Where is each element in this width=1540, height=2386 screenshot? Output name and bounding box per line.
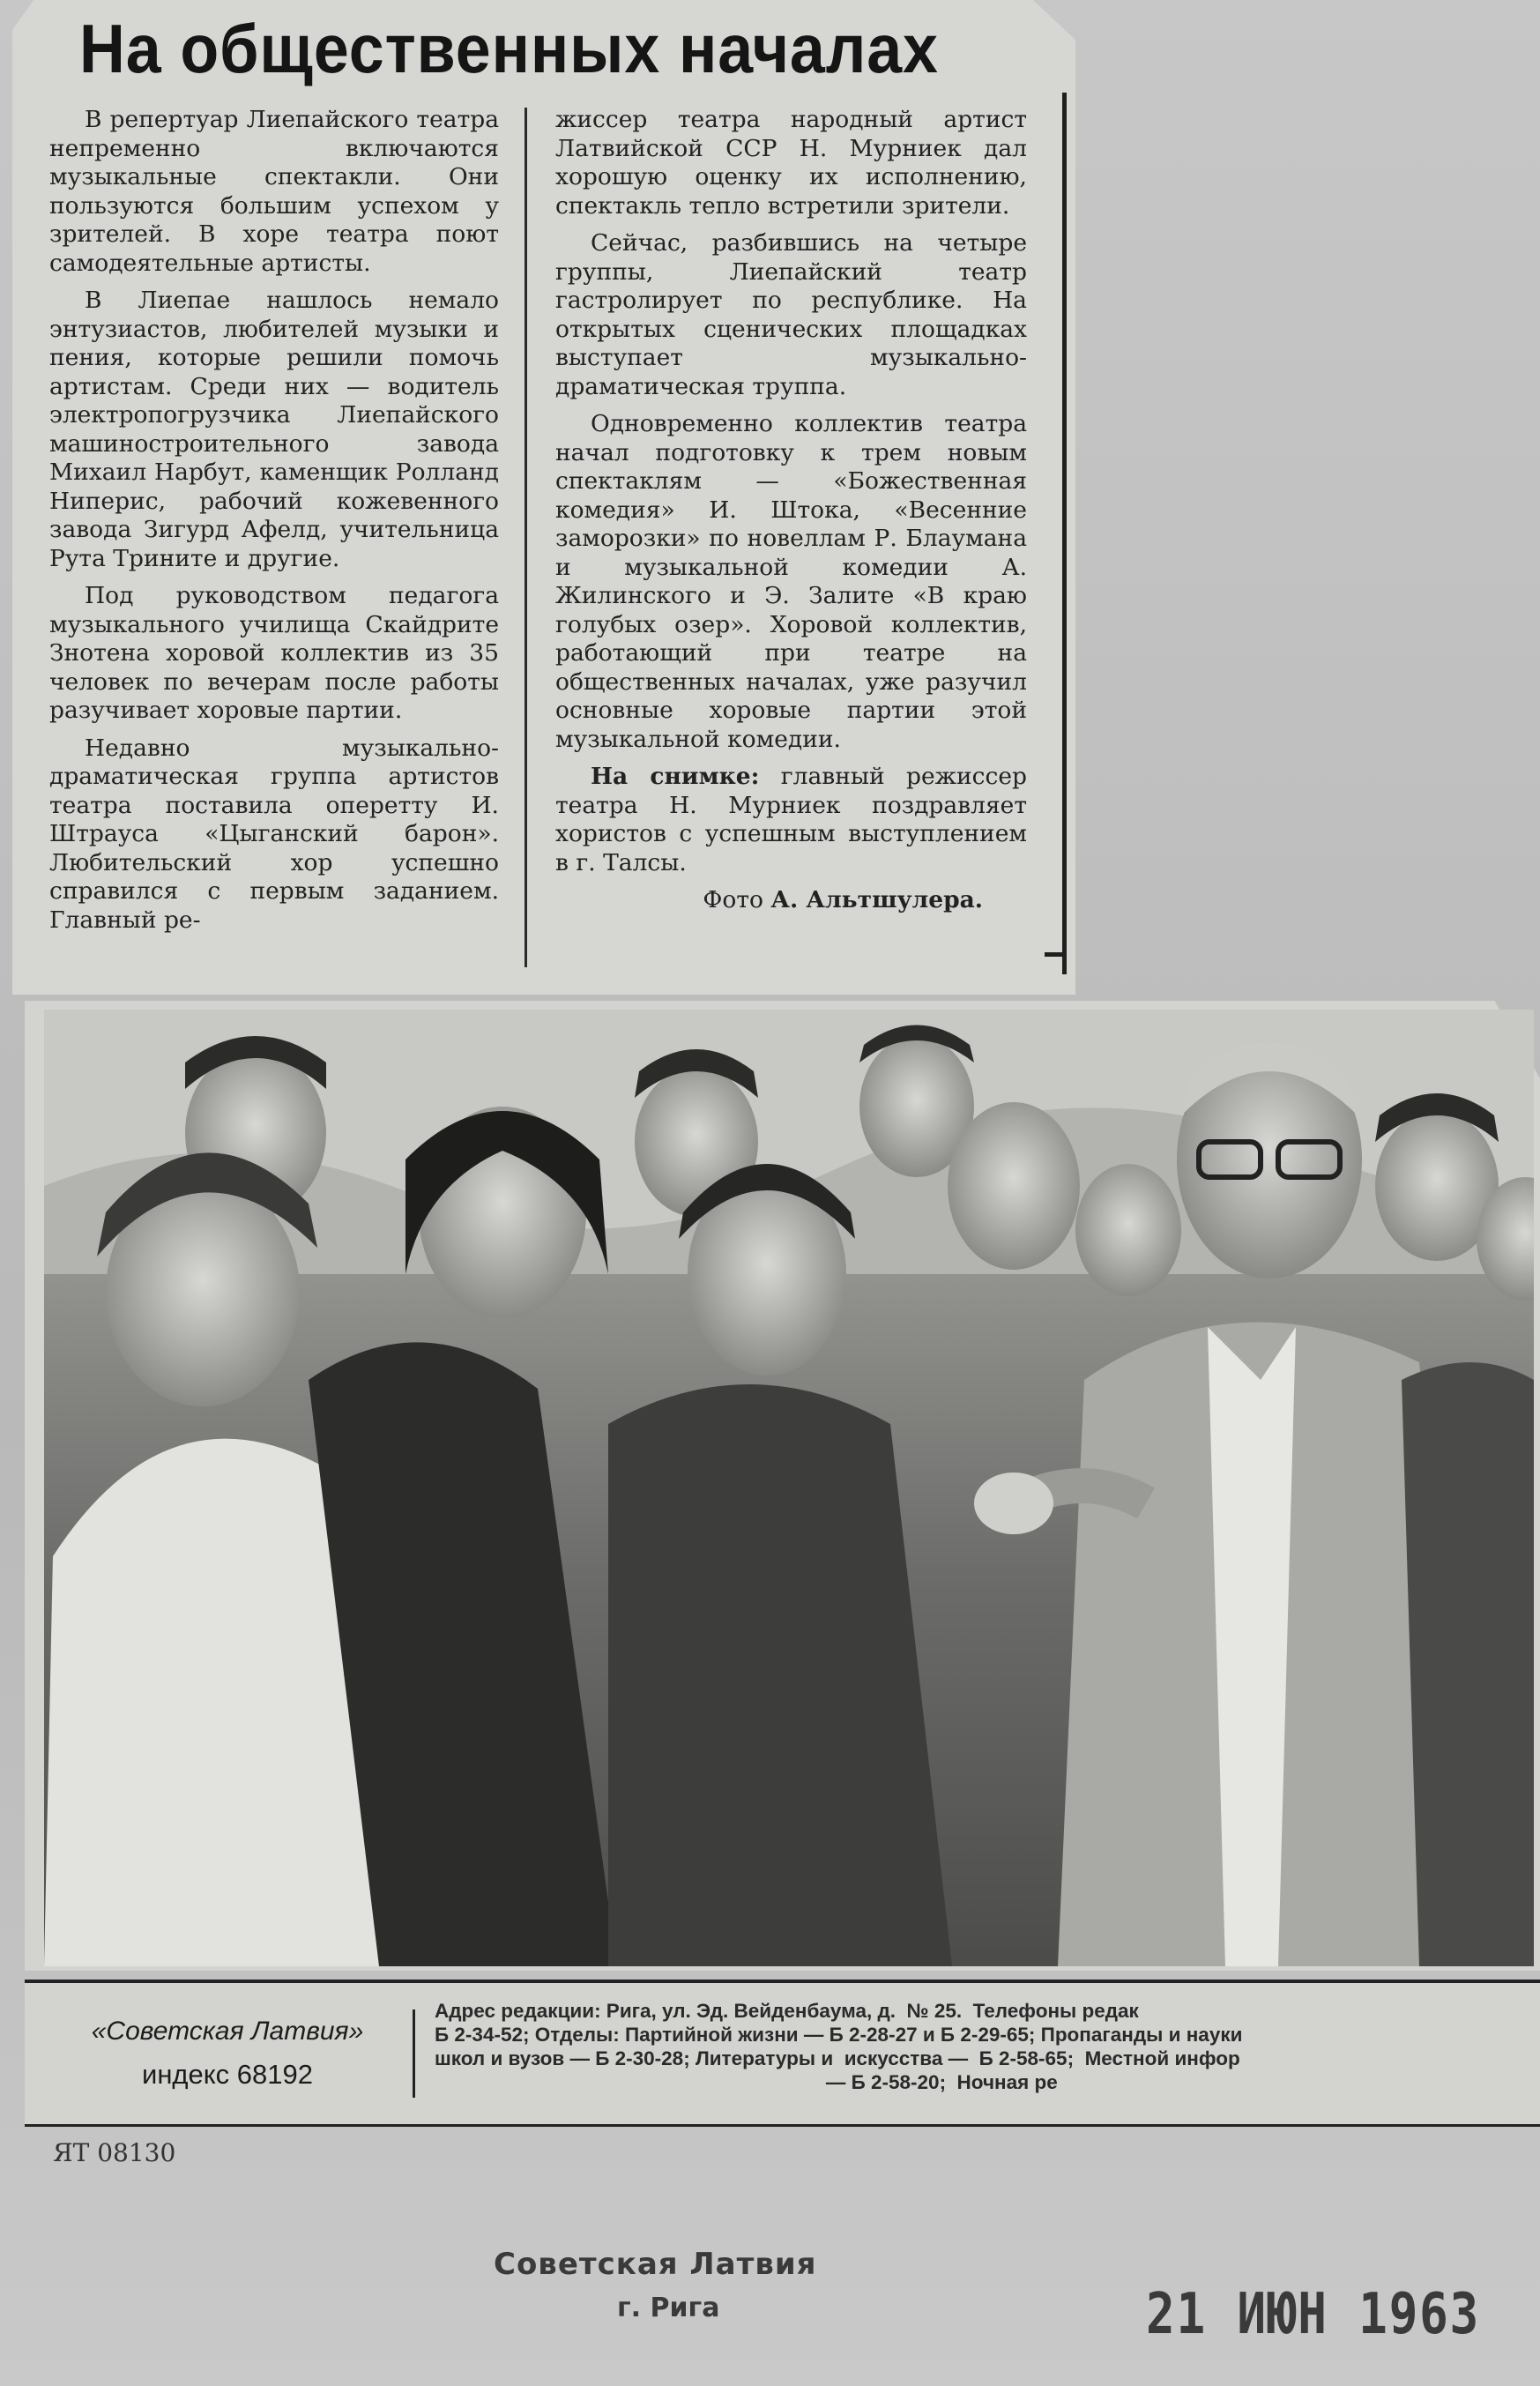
article-column-left xyxy=(49,106,499,943)
newspaper-photograph xyxy=(44,1010,1534,1966)
article-paragraph: В репертуар Лиепайского театра непременно включаются музыкальные спектакли. Они пользуются большим успехом у зрителей. В хоре театра поют самодеятельные артисты. xyxy=(49,106,499,277)
article-headline: На общественных началах xyxy=(79,10,939,87)
article-paragraph: Под руководством педагога музыкального училища Скайдрите Знотена хоровой коллектив из 35 человек по вечерам после работы разучивает хоровые партии. xyxy=(49,582,499,724)
caption-label: На снимке: xyxy=(591,763,760,790)
article-paragraph: В Лиепае нашлось немало энтузиастов, любителей музыки и пения, которые решили помочь артистам. Среди них — водитель электропогрузчика Лиепайского машиностроительного завода Михаил Нарбут, каменщик Ролланд Ниперис, рабочий кожевенного завода Зигурд Афелд, учительница Рута Трините и другие. xyxy=(49,287,499,572)
newspaper-masthead xyxy=(25,1980,1540,2127)
address-line: — Б 2-58-20; Ночная ре xyxy=(435,2071,1058,2093)
editorial-address xyxy=(435,1999,1540,2094)
address-line: Б 2-34-52; Отделы: Партийной жизни — Б 2-28-27 и Б 2-29-65; Пропаганды и науки xyxy=(435,2024,1243,2046)
column-rule xyxy=(1062,93,1067,974)
article-paragraph: Одновременно коллектив театра начал подготовку к трем новым спектаклям — «Божественная комедия» И. Штока, «Весенние заморозки» по новеллам Р. Блаумана и музыкальной комедии А. Жилинского и Э. Залите «В краю голубых озер». Хоровой коллектив, работающий при театре на общественных началах, уже разучил основные хоровые партии этой музыкальной комедии. xyxy=(555,410,1027,753)
caption-text: главный режиссер театра Н. Мурниек поздравляет хористов с успешным выступлением в г. Талсы. xyxy=(555,763,1027,876)
address-line: школ и вузов — Б 2-30-28; Литературы и искусства — Б 2-58-65; Местной инфор xyxy=(435,2047,1240,2069)
stamp-date: 21 ИЮН 1963 xyxy=(1146,2282,1480,2347)
stamp-city: г. Рига xyxy=(617,2293,720,2323)
photo-caption xyxy=(555,763,1027,877)
publication-name: «Советская Латвия» xyxy=(91,2017,364,2046)
article-paragraph: Сейчас, разбившись на четыре группы, Лиепайский театр гастролирует по республике. На открытых сценических площадках выступает музыкально-драматическая труппа. xyxy=(555,229,1027,400)
masthead-divider xyxy=(413,2009,415,2098)
publication-index: индекс 68192 xyxy=(142,2059,313,2090)
photo-credit-author: А. Альтшулера. xyxy=(770,886,983,913)
article-column-right xyxy=(555,106,1027,915)
address-line: Адрес редакции: Рига, ул. Эд. Вейденбаума, д. № 25. Телефоны редак xyxy=(435,2000,1139,2022)
article-paragraph-continued: жиссер театра народный артист Латвийской ССР Н. Мурниек дал хорошую оценку их исполнению, спектакль тепло встретили зрители. xyxy=(555,106,1027,220)
column-divider xyxy=(524,108,527,967)
stamp-publication-name: Советская Латвия xyxy=(494,2247,817,2282)
photo-credit-prefix: Фото xyxy=(703,886,771,913)
archive-code: ЯТ 08130 xyxy=(53,2138,176,2167)
photo-illustration xyxy=(44,1010,1534,1966)
photo-credit xyxy=(555,886,1027,915)
corner-rule xyxy=(1045,952,1066,957)
article-paragraph: Недавно музыкально-драматическая группа артистов театра поставила оперетту И. Штрауса «Цыганский барон». Любительский хор успешно справился с первым заданием. Главный ре- xyxy=(49,734,499,934)
